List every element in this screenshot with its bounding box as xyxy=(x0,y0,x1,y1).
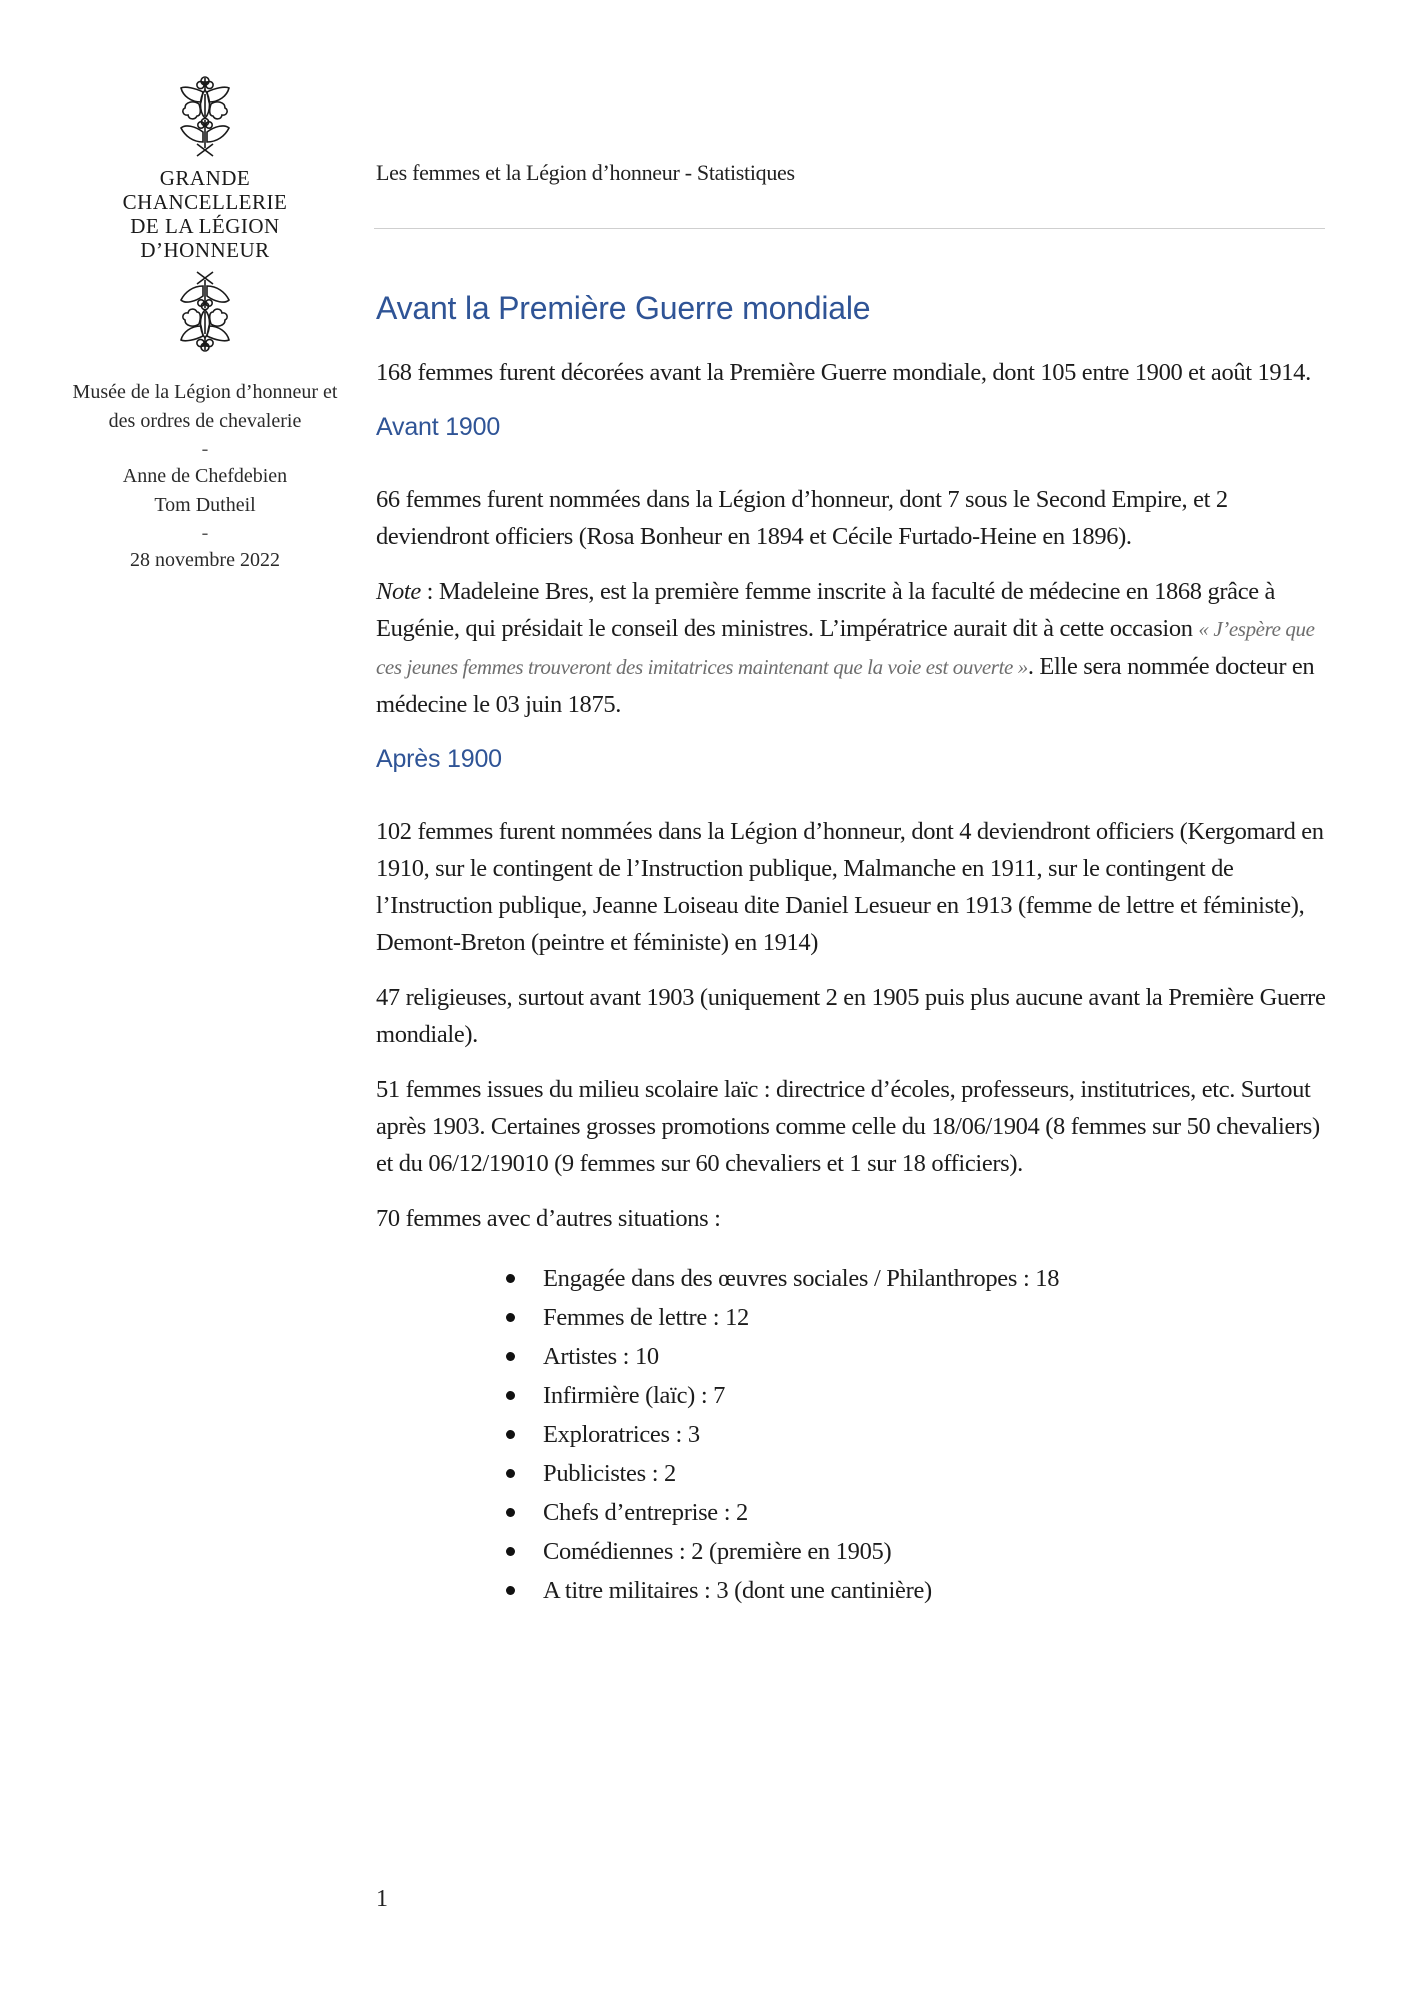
separator: - xyxy=(201,438,209,460)
bullet-icon xyxy=(506,1313,515,1322)
bullet-icon xyxy=(506,1274,515,1283)
list-item-text: Publicistes : 2 xyxy=(543,1460,676,1487)
bullet-icon xyxy=(506,1586,515,1595)
list-item xyxy=(506,1298,1331,1337)
quote: « J’espère que ces jeunes femmes trouveront des imitatrices maintenant que la voie est ouverte » xyxy=(376,617,1315,679)
header-divider xyxy=(374,228,1325,229)
list-item xyxy=(506,1415,1331,1454)
situations-list xyxy=(376,1259,1331,1610)
section-after-1900 xyxy=(376,741,1331,1610)
list-item xyxy=(506,1337,1331,1376)
document-body xyxy=(376,286,1331,1610)
bullet-icon xyxy=(506,1547,515,1556)
list-item xyxy=(506,1493,1331,1532)
bullet-icon xyxy=(506,1469,515,1478)
page-title: Avant la Première Guerre mondiale xyxy=(376,290,871,326)
logo-wordmark xyxy=(123,166,288,262)
note-text: : Madeleine Bres, est la première femme inscrite à la faculté de médecine en 1868 grâce à Eugénie, qui présidait le conseil des ministres. L’impératrice aurait dit à cette occasion xyxy=(376,578,1276,642)
paragraph: 51 femmes issues du milieu scolaire laïc : directrice d’écoles, professeurs, institutrices, etc. Surtout après 1903. Certaines grosses promotions comme celle du 18/06/1904 (8 femmes sur 50 chevaliers) et du 06/12/19010 (9 femmes sur 60 chevaliers et 1 sur 18 officiers). xyxy=(376,1076,1320,1177)
bullet-icon xyxy=(506,1430,515,1439)
list-item xyxy=(506,1259,1331,1298)
section-before-1900 xyxy=(376,409,1331,723)
list-item xyxy=(506,1571,1331,1610)
logo-line: CHANCELLERIE xyxy=(122,190,288,214)
bullet-icon xyxy=(506,1352,515,1361)
separator: - xyxy=(201,522,209,544)
bullet-icon xyxy=(506,1508,515,1517)
note-text: . Elle sera nommée docteur en médecine le 03 juin 1875. xyxy=(376,653,1315,718)
logo-line: DE LA LÉGION xyxy=(130,214,280,238)
list-item xyxy=(506,1532,1331,1571)
laurel-oak-ornament-top-icon xyxy=(177,72,233,158)
list-item xyxy=(506,1376,1331,1415)
section-heading: Après 1900 xyxy=(376,745,502,773)
note-label: Note xyxy=(376,578,421,605)
author-name: Tom Dutheil xyxy=(154,494,256,516)
page-number: 1 xyxy=(376,1886,388,1912)
intro-paragraph: 168 femmes furent décorées avant la Première Guerre mondiale, dont 105 entre 1900 et août 1914. xyxy=(376,359,1311,386)
list-item-text: A titre militaires : 3 (dont une cantinière) xyxy=(543,1577,932,1604)
document-date: 28 novembre 2022 xyxy=(130,549,280,571)
list-item xyxy=(506,1454,1331,1493)
paragraph: 66 femmes furent nommées dans la Légion d’honneur, dont 7 sous le Second Empire, et 2 deviendront officiers (Rosa Bonheur en 1894 et Cécile Furtado-Heine en 1896). xyxy=(376,486,1228,550)
document-header-title: Les femmes et la Légion d’honneur - Statistiques xyxy=(376,160,795,185)
note-paragraph xyxy=(376,573,1331,723)
bullet-icon xyxy=(506,1391,515,1400)
list-item-text: Femmes de lettre : 12 xyxy=(543,1304,749,1331)
logo xyxy=(70,72,340,356)
list-item-text: Exploratrices : 3 xyxy=(543,1421,700,1448)
list-item-text: Engagée dans des œuvres sociales / Philanthropes : 18 xyxy=(543,1265,1060,1292)
list-item-text: Artistes : 10 xyxy=(543,1343,659,1370)
logo-line: GRANDE xyxy=(159,166,251,190)
sidebar-info xyxy=(70,378,340,575)
laurel-oak-ornament-bottom-icon xyxy=(177,270,233,356)
list-item-text: Chefs d’entreprise : 2 xyxy=(543,1499,748,1526)
paragraph: 102 femmes furent nommées dans la Légion d’honneur, dont 4 deviendront officiers (Kergomard en 1910, sur le contingent de l’Instruction publique, Malmanche en 1911, sur le contingent de l’Instruction publique, Jeanne Loiseau dite Daniel Lesueur en 1913 (femme de lettre et féministe), Demont-Breton (peintre et féministe) en 1914) xyxy=(376,818,1324,956)
list-item-text: Comédiennes : 2 (première en 1905) xyxy=(543,1538,892,1565)
paragraph: 70 femmes avec d’autres situations : xyxy=(376,1205,721,1232)
list-item-text: Infirmière (laïc) : 7 xyxy=(543,1382,726,1409)
logo-line: D’HONNEUR xyxy=(140,238,270,262)
paragraph: 47 religieuses, surtout avant 1903 (uniquement 2 en 1905 puis plus aucune avant la Première Guerre mondiale). xyxy=(376,984,1326,1048)
author-name: Anne de Chefdebien xyxy=(122,465,288,487)
section-heading: Avant 1900 xyxy=(376,413,501,441)
sidebar xyxy=(70,72,340,575)
institution-name: Musée de la Légion d’honneur et des ordres de chevalerie xyxy=(72,381,338,432)
